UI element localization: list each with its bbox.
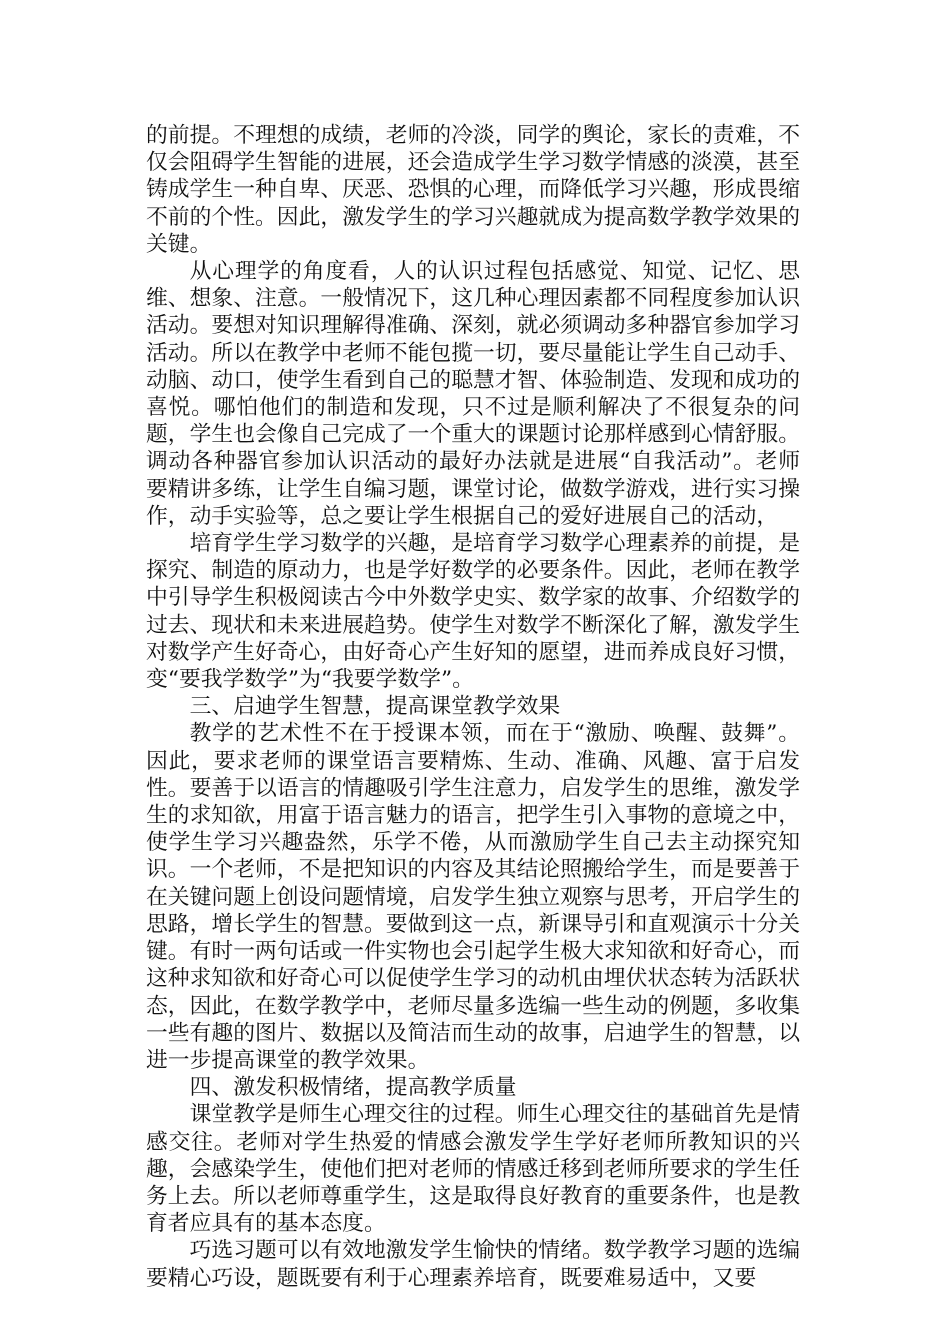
paragraph-5: 课堂教学是师生心理交往的过程。师生心理交往的基础首先是情感交往。老师对学生热爱的情感会激发学生学好老师所教知识的兴趣，会感染学生，使他们把对老师的情感迁移到老师所要求的学生任务上去。所以老师尊重学生，这是取得良好教育的重要条件，也是教育者应具有的基本态度。 bbox=[146, 1102, 800, 1237]
section-heading-3: 三、启迪学生智慧，提高课堂教学效果 bbox=[189, 694, 561, 720]
paragraph-1: 的前提。不理想的成绩，老师的冷淡，同学的舆论，家长的责难，不仅会阻碍学生智能的进展，还会造成学生学习数学情感的淡漠，甚至铸成学生一种自卑、厌恶、恐惧的心理，而降低学习兴趣，形成畏缩不前的个性。因此，激发学生的学习兴趣就成为提高数学教学效果的关键。 bbox=[146, 123, 800, 257]
document-page bbox=[146, 122, 800, 1292]
paragraph-3: 培育学生学习数学的兴趣，是培育学习数学心理素养的前提，是探究、制造的原动力，也是学好数学的必要条件。因此，老师在教学中引导学生积极阅读古今中外数学史实、数学家的故事、介绍数学的过去、现状和未来进展趋势。使学生对数学不断深化了解，激发学生对数学产生好奇心，由好奇心产生好知的愿望，进而养成良好习惯，变“要我学数学”为“我要学数学”。 bbox=[146, 531, 800, 693]
paragraph-2: 从心理学的角度看，人的认识过程包括感觉、知觉、记忆、思维、想象、注意。一般情况下，这几种心理因素都不同程度参加认识活动。要想对知识理解得准确、深刻，就必须调动多种器官参加学习活动。所以在教学中老师不能包揽一切，要尽量能让学生自己动手、动脑、动口，使学生看到自己的聪慧才智、体验制造、发现和成功的喜悦。哪怕他们的制造和发现，只不过是顺利解决了不很复杂的问题，学生也会像自己完成了一个重大的课题讨论那样感到心情舒服。调动各种器官参加认识活动的最好办法就是进展“自我活动”。老师要精讲多练，让学生自编习题，课堂讨论，做数学游戏，进行实习操作，动手实验等，总之要让学生根据自己的爱好进展自己的活动， bbox=[146, 259, 800, 529]
paragraph-6: 巧选习题可以有效地激发学生愉快的情绪。数学教学习题的选编要精心巧设，题既要有利于心理素养培育，既要难易适中，又要 bbox=[146, 1238, 800, 1291]
section-heading-4: 四、激发积极情绪，提高教学质量 bbox=[189, 1075, 517, 1101]
paragraph-4: 教学的艺术性不在于授课本领，而在于“激励、唤醒、鼓舞”。因此，要求老师的课堂语言要精炼、生动、准确、风趣、富于启发性。要善于以语言的情趣吸引学生注意力，启发学生的思维，激发学生的求知欲，用富于语言魅力的语言，把学生引入事物的意境之中，使学生学习兴趣盎然，乐学不倦，从而激励学生自己去主动探究知识。一个老师，不是把知识的内容及其结论照搬给学生，而是要善于在关键问题上创设问题情境，启发学生独立观察与思考，开启学生的思路，增长学生的智慧。要做到这一点，新课导引和直观演示十分关键。有时一两句话或一件实物也会引起学生极大求知欲和好奇心，而这种求知欲和好奇心可以促使学生学习的动机由埋伏状态转为活跃状态，因此，在数学教学中，老师尽量多选编一些生动的例题，多收集一些有趣的图片、数据以及简洁而生动的故事，启迪学生的智慧，以进一步提高课堂的教学效果。 bbox=[146, 721, 800, 1073]
